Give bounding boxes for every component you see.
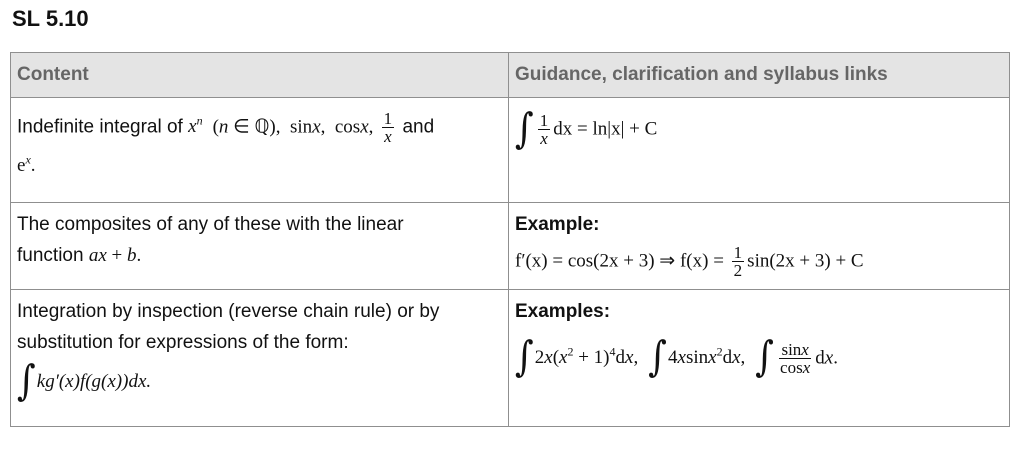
integral-icon: ∫ (17, 357, 36, 405)
math-expr: dx = ln|x| + C (553, 118, 658, 140)
column-header-guidance: Guidance, clarification and syllabus links (509, 53, 1010, 98)
math-expr: $x^n$ (188, 114, 203, 138)
integral-icon: ∫ (648, 334, 667, 382)
content-cell (11, 290, 509, 427)
content-text: substitution for expressions of the form: (17, 332, 349, 353)
table-header-row (11, 53, 1010, 98)
math-expr: 4xsinx$^2$dx, (668, 345, 750, 369)
guidance-cell (509, 203, 1010, 290)
content-text: Integration by inspection (reverse chain rule) or by (17, 301, 440, 322)
content-text: and (402, 116, 435, 138)
content-text: Indefinite integral of (17, 116, 189, 138)
example-label: Examples: (515, 301, 611, 322)
fraction: $\frac{1}{x}$ (383, 108, 393, 146)
math-expr: ax + b. (88, 245, 142, 266)
table-row (11, 203, 1010, 290)
math-expr: $2x(x^2 + 1)^4dx$, (534, 345, 643, 369)
table-row (11, 290, 1010, 427)
guidance-cell (509, 290, 1010, 427)
content-text: The composites of any of these with the linear (17, 214, 404, 235)
syllabus-table (10, 52, 1010, 427)
example-label: Example: (515, 214, 600, 235)
integral-icon: ∫ (515, 334, 534, 382)
math-expr: f′(x) = cos(2x + 3) ⇒ f(x) = (515, 250, 729, 272)
page-title: SL 5.10 (12, 6, 89, 31)
math-expr: sin(2x + 3) + C (747, 250, 864, 272)
math-expr: (n ∈ ℚ), sinx, cosx, (207, 116, 374, 138)
integral-icon: ∫ (755, 334, 775, 382)
table-row (11, 98, 1010, 203)
integral-icon: ∫ (515, 105, 534, 153)
fraction: $\frac{\sin x}{\cos x}$ (780, 339, 811, 377)
math-expr: $e^x$. (17, 152, 36, 177)
fraction: $\frac{1}{2}$ (733, 243, 743, 280)
math-expr: dx. (815, 347, 838, 369)
fraction: $\frac{1}{x}$ (539, 111, 549, 148)
column-header-content: Content (11, 53, 509, 98)
math-expr: kg′(x)f(g(x))dx. (36, 371, 152, 392)
content-text: function (17, 245, 89, 266)
content-cell (11, 203, 509, 290)
content-cell (11, 98, 509, 203)
guidance-cell (509, 98, 1010, 203)
